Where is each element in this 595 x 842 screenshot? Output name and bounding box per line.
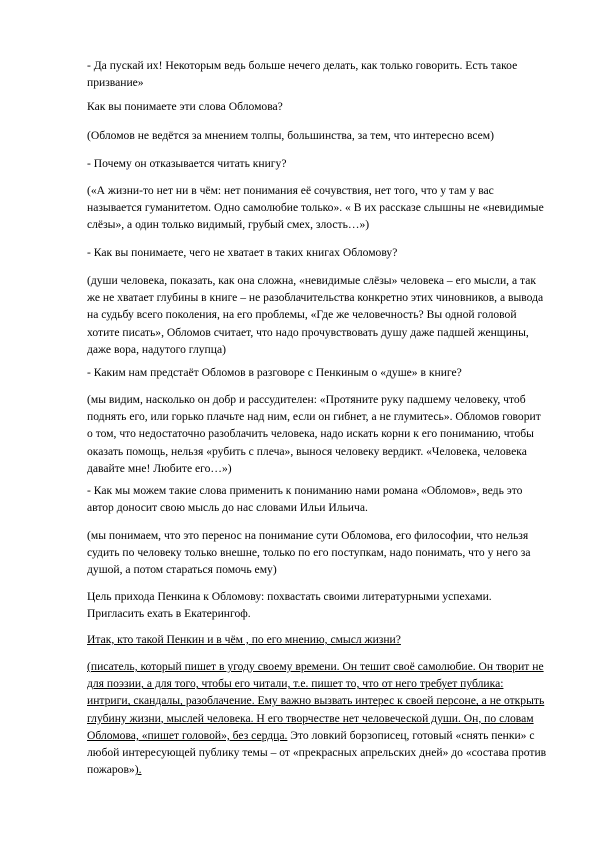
paragraph-answer-3: (души человека, показать, как она сложна, «невидимые слёзы» человека – его мысли, а так же не хватает глубины в книге – не разоблачительства конкретно этих чиновников, а вывода на судьбу всего поколения, на его проблемы, «Где же человечность? Вы одной головой хотите писать», Обломов считает, что надо прочувствовать душу даже падшей женщины, даже вора, надутого глупца)	[87, 274, 544, 356]
paragraph-answer-1: (Обломов не ведётся за мнением толпы, большинства, за тем, что интересно всем)	[87, 129, 494, 142]
paragraph-question-3: - Как вы понимаете, чего не хватает в таких книгах Обломову?	[87, 246, 398, 259]
answer-6-underlined-text: (писатель, который пишет в угоду своему времени. Он тешит своё самолюбие. Он творит не для поэзии, а для того, чтобы его читали, т.е. пишет то, что от него требует публика: интриги, скандалы, разоблачение. Ему важно вызвать интерес к своей персоне, а не открыть глубину жизни, мыслей человека. Н его творчестве нет человеческой души. Он, по словам Обломова, «пишет головой», без сердца.	[87, 660, 545, 742]
paragraph-answer-6	[87, 658, 547, 778]
paragraph-question-2: - Почему он отказывается читать книгу?	[87, 157, 287, 170]
answer-6-closing: ).	[134, 763, 142, 777]
paragraph-goal: Цель прихода Пенкина к Обломову: похвастать своими литературными успехами. Пригласить ехать в Екатерингоф.	[87, 590, 492, 621]
answer-6-plain-text: Это ловкий борзописец, готовый «снять пенки» с любой интересующей публику темы – от «прекрасных апрельских дней» до «состава против пожаров»	[87, 728, 547, 777]
paragraph-dialogue-1: - Да пускай их! Некоторым ведь больше нечего делать, как только говорить. Есть такое призвание»	[87, 59, 518, 90]
paragraph-question-6: Итак, кто такой Пенкин и в чём , по его мнению, смысл жизни?	[87, 633, 401, 646]
paragraph-answer-5: (мы понимаем, что это перенос на понимание сути Обломова, его философии, что нельзя судить по человеку только внешне, только по его поступкам, надо понимать, что у него за душой, а потом стараться помочь ему)	[87, 529, 531, 577]
paragraph-answer-4: (мы видим, насколько он добр и рассудителен: «Протяните руку падшему человеку, чтоб поднять его, или горько плачьте над ним, если он гибнет, а не глумитесь». Обломов говорит о том, что недостаточно разоблачить человека, надо искать корни к его пониманию, чтобы оказать помощь, нельзя «рубить с плеча», вынося человеку вердикт. «Человека, человека давайте мне! Любите его…»)	[87, 393, 541, 475]
paragraph-question-4: - Каким нам предстаёт Обломов в разговоре с Пенкиным о «душе» в книге?	[87, 366, 462, 379]
paragraph-question-5: - Как мы можем такие слова применить к пониманию нами романа «Обломов», ведь это автор доносит свою мысль до нас словами Ильи Ильича.	[87, 484, 523, 515]
paragraph-question-1: Как вы понимаете эти слова Обломова?	[87, 100, 283, 113]
paragraph-answer-2: («А жизни-то нет ни в чём: нет понимания её сочувствия, нет того, что у там у вас называется гуманитетом. Одно самолюбие только». « В их рассказе слышны не «невидимые слёзы», а один только видимый, грубый смех, злость…»)	[87, 184, 544, 232]
